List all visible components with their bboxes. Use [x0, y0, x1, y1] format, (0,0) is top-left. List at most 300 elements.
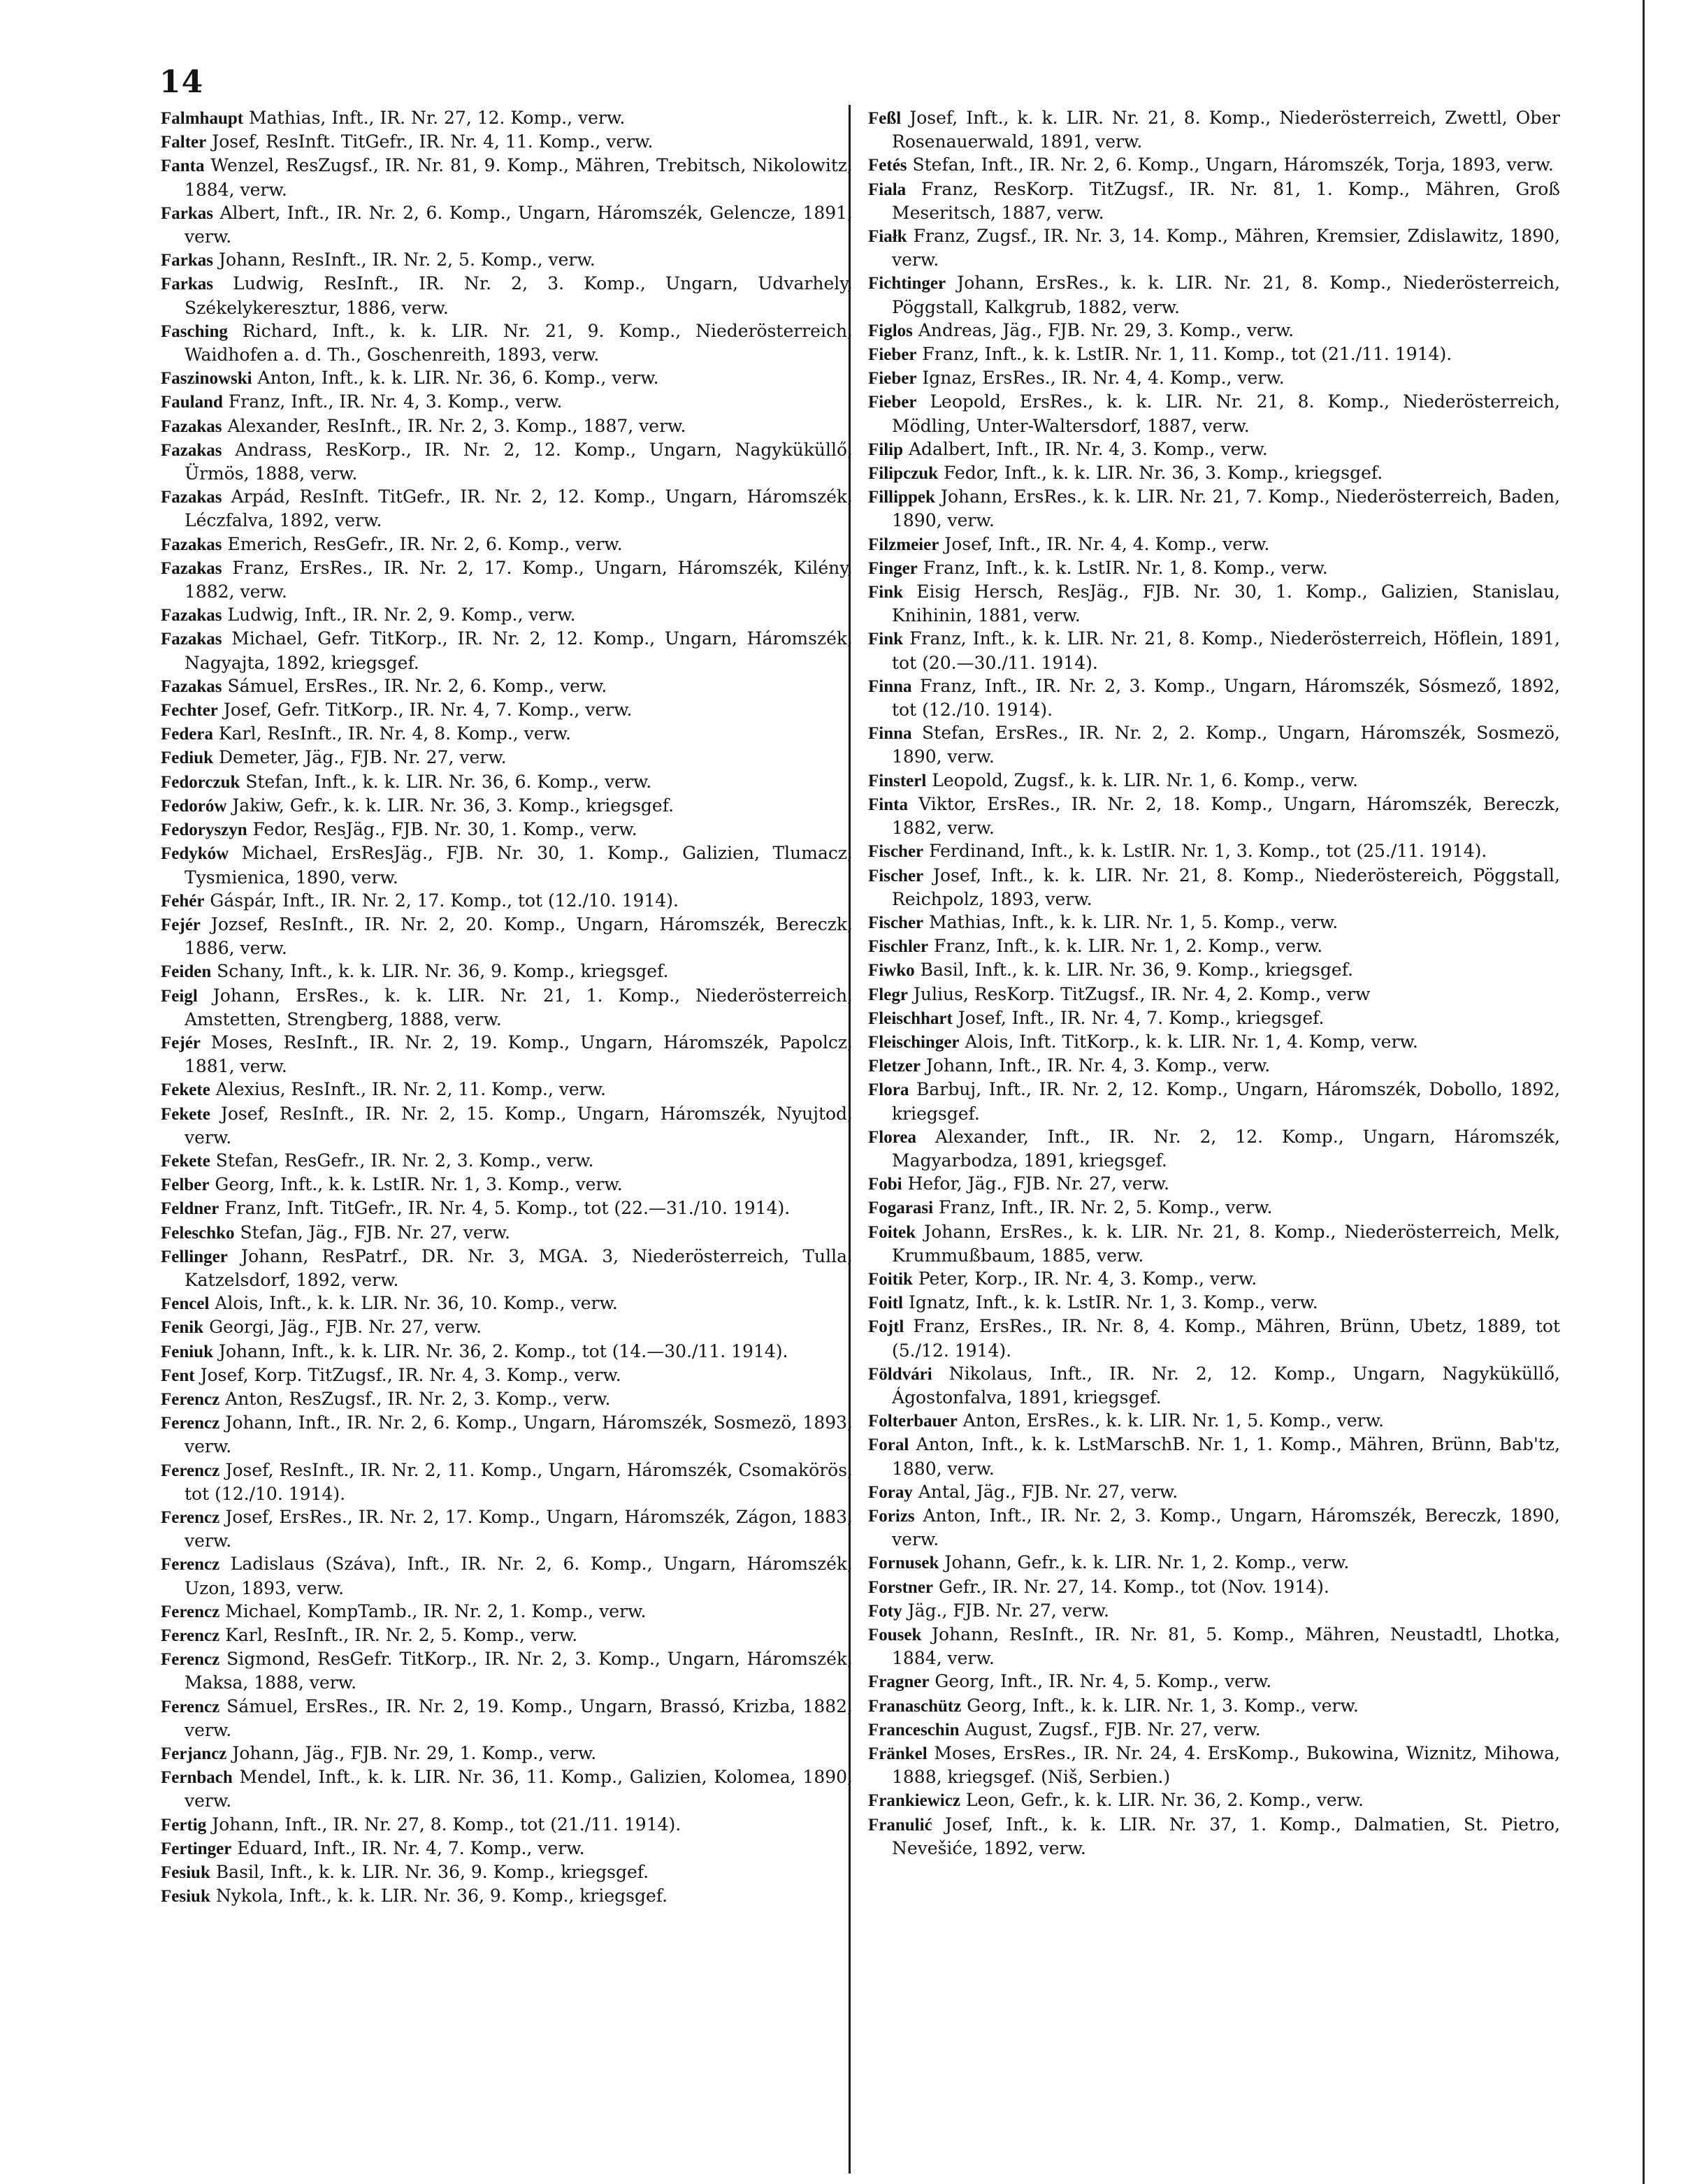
entry-surname: Forstner	[868, 1577, 934, 1597]
entry-details: Moses, ErsRes., IR. Nr. 24, 4. ErsKomp., Bukowina, Wiznitz, Mihowa, 1888, kriegsgef. (Niš, Serbien.)	[892, 1743, 1560, 1788]
entry-surname: Feigl	[161, 986, 198, 1006]
entry-surname: Foray	[868, 1482, 913, 1502]
list-item	[161, 272, 853, 319]
entry-details: Gefr., IR. Nr. 27, 14. Komp., tot (Nov. 1914).	[938, 1576, 1329, 1597]
list-item	[161, 1742, 853, 1765]
entry-surname: Fazakas	[161, 440, 222, 460]
list-item	[868, 1291, 1560, 1315]
entry-surname: Fazakas	[161, 488, 222, 507]
entry-details: Georg, Inft., IR. Nr. 4, 5. Komp., verw.	[935, 1671, 1272, 1692]
list-item	[161, 1196, 853, 1220]
entry-surname: Falter	[161, 133, 207, 152]
entry-details: Schany, Inft., k. k. LIR. Nr. 36, 9. Komp., kriegsgef.	[217, 961, 669, 982]
entry-details: Josef, ErsRes., IR. Nr. 2, 17. Komp., Ungarn, Háromszék, Zágon, 1883, verw.	[185, 1506, 853, 1552]
entry-surname: Fauland	[161, 393, 223, 412]
entry-surname: Fischer	[868, 842, 924, 862]
list-item	[868, 153, 1560, 177]
entry-surname: Fieber	[868, 393, 917, 412]
entry-details: Michael, KompTamb., IR. Nr. 2, 1. Komp., verw.	[225, 1600, 647, 1621]
entry-surname: Ferencz	[161, 1555, 220, 1575]
entry-surname: Figlos	[868, 321, 913, 340]
list-item	[868, 580, 1560, 627]
entry-details: Stefan, Inft., IR. Nr. 2, 6. Komp., Ungarn, Háromszék, Torja, 1893, verw.	[912, 154, 1554, 175]
entry-details: Julius, ResKorp. TitZugsf., IR. Nr. 4, 2. Komp., verw	[913, 983, 1371, 1004]
entry-details: Josef, ResInft., IR. Nr. 2, 15. Komp., Ungarn, Háromszék, Nyujtod, verw.	[185, 1103, 853, 1148]
entry-surname: Fejér	[161, 1033, 201, 1053]
entry-surname: Fink	[868, 583, 904, 602]
list-item	[161, 1765, 853, 1812]
list-item	[868, 533, 1560, 556]
entry-details: Anton, Inft., IR. Nr. 2, 3. Komp., Ungarn, Háromszék, Bereczk, 1890, verw.	[892, 1505, 1560, 1550]
entry-details: Franz, Inft., k. k. LIR. Nr. 1, 2. Komp., verw.	[934, 936, 1323, 957]
entry-surname: Ferencz	[161, 1507, 220, 1527]
entry-surname: Fletzer	[868, 1057, 921, 1076]
entry-details: Josef, Inft., k. k. LIR. Nr. 37, 1. Komp., Dalmatien, St. Pietro, Nevešiće, 1892, verw.	[892, 1814, 1560, 1858]
entry-details: Stefan, ResGefr., IR. Nr. 2, 3. Komp., verw.	[215, 1150, 594, 1171]
list-item	[868, 461, 1560, 485]
entry-surname: Fazakas	[161, 558, 222, 578]
entry-details: Johann, ResInft., IR. Nr. 2, 5. Komp., verw.	[218, 250, 596, 270]
entry-details: Stefan, Inft., k. k. LIR. Nr. 36, 6. Komp., verw.	[245, 771, 652, 792]
entry-surname: Feldner	[161, 1199, 219, 1219]
entry-surname: Fejér	[161, 915, 201, 934]
entry-details: Sámuel, ErsRes., IR. Nr. 2, 19. Komp., Ungarn, Brassó, Krizba, 1882, verw.	[185, 1695, 853, 1740]
entry-surname: Fenik	[161, 1318, 204, 1338]
entry-details: Johann, Gefr., k. k. LIR. Nr. 1, 2. Komp., verw.	[944, 1552, 1350, 1573]
entry-surname: Faszinowski	[161, 369, 252, 389]
entry-surname: Fobi	[868, 1175, 902, 1194]
entry-surname: Fekete	[161, 1151, 210, 1171]
entry-details: Johann, Inft., IR. Nr. 4, 3. Komp., verw.	[925, 1055, 1271, 1076]
entry-surname: Franaschütz	[868, 1696, 962, 1716]
entry-surname: Fischer	[868, 913, 924, 932]
list-item	[868, 1006, 1560, 1030]
entry-surname: Farkas	[161, 275, 213, 294]
entry-surname: Finsterl	[868, 771, 927, 790]
entry-surname: Finger	[868, 558, 918, 578]
list-item	[868, 1433, 1560, 1480]
entry-details: Franz, Inft. TitGefr., IR. Nr. 4, 5. Komp., tot (22.—31./10. 1914).	[224, 1198, 791, 1219]
entry-surname: Fischer	[868, 866, 924, 885]
list-item	[161, 1292, 853, 1315]
list-item	[868, 1694, 1560, 1718]
entry-details: Georg, Inft., k. k. LIR. Nr. 1, 3. Komp., verw.	[967, 1695, 1359, 1716]
list-item	[868, 627, 1560, 674]
entry-surname: Fedyków	[161, 844, 229, 864]
list-item	[161, 390, 853, 414]
entry-details: Arpád, ResInft. TitGefr., IR. Nr. 2, 12. Komp., Ungarn, Háromszék, Léczfalva, 1892, verw.	[185, 486, 853, 531]
list-item	[868, 1551, 1560, 1575]
entry-surname: Franceschin	[868, 1720, 960, 1740]
entry-surname: Feiden	[161, 962, 212, 982]
entry-details: Josef, Inft., k. k. LIR. Nr. 21, 8. Komp., Niederösterreich, Zwettl, Ober Rosenauerwald, 1891, verw.	[892, 108, 1560, 152]
entry-surname: Fink	[868, 630, 904, 649]
entry-details: Josef, ResInft., IR. Nr. 2, 11. Komp., Ungarn, Háromszék, Csomakörös, tot (12./10. 1914).	[185, 1459, 853, 1504]
entry-details: Sámuel, ErsRes., IR. Nr. 2, 6. Komp., verw.	[227, 675, 607, 696]
entry-surname: Fellinger	[161, 1247, 228, 1266]
list-item	[868, 864, 1560, 911]
list-item	[161, 414, 853, 438]
list-item	[868, 1480, 1560, 1504]
list-item	[161, 627, 853, 674]
list-item	[161, 984, 853, 1031]
list-item	[161, 485, 853, 532]
entry-details: Antal, Jäg., FJB. Nr. 27, verw.	[918, 1481, 1178, 1502]
entry-details: Andreas, Jäg., FJB. Nr. 29, 3. Komp., verw.	[918, 319, 1294, 340]
entry-surname: Fedorczuk	[161, 772, 240, 792]
entry-details: August, Zugsf., FJB. Nr. 27, verw.	[965, 1719, 1261, 1740]
list-item	[868, 911, 1560, 934]
entry-details: Anton, Inft., k. k. LIR. Nr. 36, 6. Komp., verw.	[257, 368, 659, 389]
entry-surname: Fesiuk	[161, 1887, 210, 1907]
entry-details: Alois, Inft., k. k. LIR. Nr. 36, 10. Komp., verw.	[215, 1293, 618, 1314]
entry-details: Basil, Inft., k. k. LIR. Nr. 36, 9. Komp., kriegsgef.	[215, 1862, 649, 1883]
entry-details: Ladislaus (Száva), Inft., IR. Nr. 2, 6. Komp., Ungarn, Háromszék, Uzon, 1893, verw.	[185, 1554, 853, 1598]
list-item	[161, 1695, 853, 1742]
entry-details: Franz, Inft., k. k. LIR. Nr. 21, 8. Komp., Niederösterreich, Höflein, 1891, tot (20.—30./11. 1914).	[892, 628, 1560, 673]
list-item	[868, 1718, 1560, 1742]
entry-surname: Foitl	[868, 1294, 903, 1313]
list-item	[161, 1031, 853, 1078]
page-number: 14	[159, 64, 204, 100]
list-item	[868, 1813, 1560, 1860]
entry-details: Mathias, Inft., IR. Nr. 27, 12. Komp., verw.	[249, 108, 626, 128]
entry-details: Anton, ErsRes., k. k. LIR. Nr. 1, 5. Komp., verw.	[962, 1410, 1384, 1431]
entry-details: Georgi, Jäg., FJB. Nr. 27, verw.	[209, 1317, 482, 1338]
list-item	[161, 746, 853, 769]
entry-surname: Fedorów	[161, 796, 227, 816]
entry-details: Johann, ErsRes., k. k. LIR. Nr. 21, 8. Komp., Niederösterreich, Pöggstall, Kalkgrub, 1882, verw.	[892, 273, 1560, 317]
list-item	[868, 271, 1560, 318]
entry-details: Leopold, Zugsf., k. k. LIR. Nr. 1, 6. Komp., verw.	[932, 769, 1358, 790]
entry-details: Albert, Inft., IR. Nr. 2, 6. Komp., Ungarn, Háromszék, Gelencze, 1891, verw.	[185, 202, 853, 247]
entry-surname: Feleschko	[161, 1223, 235, 1243]
entry-surname: Fehér	[161, 891, 205, 911]
entry-surname: Ferencz	[161, 1414, 220, 1433]
entry-surname: Flora	[868, 1080, 909, 1100]
entry-surname: Fojtl	[868, 1317, 904, 1337]
list-item	[868, 1504, 1560, 1551]
entry-surname: Fleischinger	[868, 1032, 960, 1052]
entry-details: Mathias, Inft., k. k. LIR. Nr. 1, 5. Komp., verw.	[929, 911, 1339, 932]
entry-surname: Fornusek	[868, 1554, 939, 1573]
list-item	[161, 1623, 853, 1647]
entry-details: Franz, ErsRes., IR. Nr. 2, 17. Komp., Ungarn, Háromszék, Kilény, 1882, verw.	[185, 557, 853, 602]
entry-details: Nikolaus, Inft., IR. Nr. 2, 12. Komp., Ungarn, Nagyküküllő, Ágostonfalva, 1891, kriegsgef.	[892, 1363, 1560, 1408]
list-item	[868, 342, 1560, 366]
entry-details: Michael, Gefr. TitKorp., IR. Nr. 2, 12. Komp., Ungarn, Háromszék, Nagyajta, 1892, kriegsgef.	[185, 628, 853, 673]
entry-details: Alexius, ResInft., IR. Nr. 2, 11. Komp., verw.	[215, 1079, 607, 1100]
entry-surname: Felber	[161, 1176, 210, 1195]
entry-details: Anton, Inft., k. k. LstMarschB. Nr. 1, 1. Komp., Mähren, Brünn, Bab'tz, 1880, verw.	[892, 1434, 1560, 1479]
entry-surname: Fieber	[868, 345, 917, 365]
entry-details: Johann, Inft., IR. Nr. 2, 6. Komp., Ungarn, Háromszék, Sosmezö, 1893, verw.	[185, 1412, 853, 1457]
entry-details: Nykola, Inft., k. k. LIR. Nr. 36, 9. Komp., kriegsgef.	[215, 1886, 668, 1907]
entry-surname: Fazakas	[161, 417, 222, 436]
entry-surname: Fragner	[868, 1672, 930, 1692]
list-item	[161, 1552, 853, 1599]
list-item	[868, 721, 1560, 768]
list-item	[868, 1788, 1560, 1812]
entry-surname: Fousek	[868, 1626, 922, 1644]
entry-surname: Frankiewicz	[868, 1791, 960, 1811]
list-item	[161, 201, 853, 248]
entry-surname: Foral	[868, 1435, 909, 1455]
list-item	[868, 1315, 1560, 1361]
entry-details: Stefan, ErsRes., IR. Nr. 2, 2. Komp., Ungarn, Háromszék, Sosmezö, 1890, verw.	[892, 723, 1560, 767]
entry-surname: Fazakas	[161, 630, 222, 649]
entry-details: Alexander, ResInft., IR. Nr. 2, 3. Komp., 1887, verw.	[227, 415, 686, 436]
entry-surname: Fasching	[161, 321, 228, 341]
entry-surname: Finta	[868, 795, 908, 814]
list-item	[868, 793, 1560, 839]
entry-details: Adalbert, Inft., IR. Nr. 4, 3. Komp., verw.	[908, 438, 1268, 459]
list-item	[161, 1387, 853, 1411]
entry-surname: Ferencz	[161, 1697, 220, 1716]
entry-details: Georg, Inft., k. k. LstIR. Nr. 1, 3. Komp., verw.	[215, 1174, 623, 1195]
entry-surname: Ferencz	[161, 1389, 220, 1409]
entry-surname: Fleischhart	[868, 1008, 953, 1028]
list-item	[161, 154, 853, 201]
entry-surname: Fetés	[868, 156, 907, 175]
entry-details: Franz, Inft., IR. Nr. 2, 5. Komp., verw.	[939, 1197, 1273, 1218]
list-item	[161, 106, 853, 130]
list-item	[868, 1575, 1560, 1599]
entry-details: Viktor, ErsRes., IR. Nr. 2, 18. Komp., Ungarn, Háromszék, Bereczk, 1882, verw.	[892, 793, 1561, 839]
entry-surname: Finna	[868, 677, 912, 696]
entry-details: Ferdinand, Inft., k. k. LstIR. Nr. 1, 3. Komp., tot (25./11. 1914).	[929, 841, 1487, 862]
list-item	[868, 983, 1560, 1006]
entry-details: Richard, Inft., k. k. LIR. Nr. 21, 9. Komp., Niederösterreich, Waidhofen a. d. Th., Goschenreith, 1893, verw.	[185, 320, 853, 366]
entry-details: Josef, Inft., IR. Nr. 4, 7. Komp., kriegsgef.	[958, 1007, 1325, 1028]
entry-surname: Foty	[868, 1601, 902, 1621]
list-item	[868, 178, 1560, 224]
list-item	[161, 698, 853, 722]
entry-surname: Fazakas	[161, 606, 222, 625]
entry-details: Demeter, Jäg., FJB. Nr. 27, verw.	[218, 747, 507, 768]
entry-surname: Farkas	[161, 203, 213, 223]
list-item	[868, 958, 1560, 982]
entry-details: Josef, Inft., IR. Nr. 4, 4. Komp., verw.	[944, 533, 1270, 554]
entry-details: Hefor, Jäg., FJB. Nr. 27, verw.	[907, 1173, 1169, 1194]
entry-details: Josef, Gefr. TitKorp., IR. Nr. 4, 7. Komp., verw.	[223, 700, 633, 721]
entry-surname: Ferencz	[161, 1650, 220, 1670]
list-item	[161, 1221, 853, 1245]
entry-surname: Ferencz	[161, 1461, 220, 1480]
list-item	[161, 770, 853, 794]
entry-surname: Folterbauer	[868, 1412, 958, 1431]
entry-surname: Fiałk	[868, 227, 907, 247]
list-item	[161, 1505, 853, 1552]
entry-details: Jakiw, Gefr., k. k. LIR. Nr. 36, 3. Komp., kriegsgef.	[232, 795, 675, 816]
list-item	[868, 106, 1560, 153]
list-item	[868, 1125, 1560, 1172]
list-item	[161, 1837, 853, 1860]
list-item	[161, 722, 853, 746]
list-item	[868, 1362, 1560, 1409]
entry-details: Ludwig, ResInft., IR. Nr. 2, 3. Komp., Ungarn, Udvarhely, Székelykeresztur, 1886, verw.	[185, 273, 853, 318]
list-item	[868, 1054, 1560, 1078]
list-item	[161, 1315, 853, 1339]
entry-surname: Ferencz	[161, 1602, 220, 1621]
entry-details: Moses, ResInft., IR. Nr. 2, 19. Komp., Ungarn, Háromszék, Papolcz, 1881, verw.	[185, 1032, 853, 1077]
list-item	[161, 913, 853, 960]
entry-details: Emerich, ResGefr., IR. Nr. 2, 6. Komp., verw.	[227, 533, 623, 554]
entry-details: Johann, ErsRes., k. k. LIR. Nr. 21, 8. Komp., Niederösterreich, Melk, Krummußbaum, 1885, verw.	[892, 1221, 1560, 1266]
list-item	[868, 1267, 1560, 1291]
list-item	[161, 1600, 853, 1623]
entry-details: Johann, ResPatrf., DR. Nr. 3, MGA. 3, Niederösterreich, Tulla, Katzelsdorf, 1892, verw.	[185, 1245, 853, 1290]
entry-details: Karl, ResInft., IR. Nr. 2, 5. Komp., verw.	[225, 1625, 578, 1645]
list-item	[868, 1030, 1560, 1054]
list-item	[868, 485, 1560, 532]
entry-surname: Földvári	[868, 1364, 932, 1384]
entry-surname: Farkas	[161, 251, 213, 270]
entry-details: Karl, ResInft., IR. Nr. 4, 8. Komp., verw.	[218, 723, 571, 744]
entry-details: Franz, ResKorp. TitZugsf., IR. Nr. 81, 1. Komp., Mähren, Groß Meseritsch, 1887, verw.	[892, 178, 1560, 223]
entry-surname: Finna	[868, 724, 912, 744]
list-item	[161, 1340, 853, 1364]
entry-surname: Fernbach	[161, 1768, 233, 1788]
entry-details: Alois, Inft. TitKorp., k. k. LIR. Nr. 1, 4. Komp, verw.	[965, 1031, 1418, 1052]
entry-surname: Filip	[868, 440, 904, 459]
list-item	[161, 319, 853, 366]
entry-surname: Fazakas	[161, 535, 222, 554]
entry-surname: Fertig	[161, 1815, 207, 1835]
entry-surname: Filzmeier	[868, 535, 939, 554]
entry-details: Ludwig, Inft., IR. Nr. 2, 9. Komp., verw.	[227, 605, 576, 625]
list-item	[161, 1860, 853, 1884]
entry-surname: Feniuk	[161, 1342, 214, 1361]
entry-details: Franz, Inft., k. k. LstIR. Nr. 1, 11. Komp., tot (21./11. 1914).	[922, 344, 1452, 365]
entry-surname: Flegr	[868, 985, 908, 1004]
list-item	[868, 1196, 1560, 1220]
entry-surname: Fencel	[161, 1294, 210, 1314]
entry-details: Josef, Korp. TitZugsf., IR. Nr. 4, 3. Komp., verw.	[200, 1364, 621, 1385]
entry-details: Ignaz, ErsRes., IR. Nr. 4, 4. Komp., verw.	[922, 368, 1285, 389]
list-item	[868, 556, 1560, 580]
entry-surname: Fechter	[161, 701, 218, 721]
list-item	[161, 1173, 853, 1196]
list-item	[868, 1670, 1560, 1693]
entry-details: Jäg., FJB. Nr. 27, verw.	[907, 1600, 1109, 1621]
list-item	[868, 1623, 1560, 1670]
entry-surname: Fiwko	[868, 961, 915, 981]
entry-details: Johann, Inft., k. k. LIR. Nr. 36, 2. Komp., tot (14.—30./11. 1914).	[218, 1340, 788, 1361]
entry-surname: Fichtinger	[868, 274, 946, 294]
list-item	[868, 366, 1560, 390]
list-item	[161, 533, 853, 556]
list-item	[161, 1813, 853, 1837]
entry-surname: Fent	[161, 1366, 195, 1385]
entry-details: Eisig Hersch, ResJäg., FJB. Nr. 30, 1. Komp., Galizien, Stanislau, Knihinin, 1881, verw.	[892, 581, 1561, 626]
list-item	[161, 248, 853, 272]
list-item	[161, 889, 853, 913]
left-column	[161, 106, 853, 1908]
entry-details: Franz, Zugsf., IR. Nr. 3, 14. Komp., Mähren, Kremsier, Zdislawitz, 1890, verw.	[892, 226, 1560, 270]
list-item	[868, 1172, 1560, 1196]
entry-details: Franz, Inft., IR. Nr. 2, 3. Komp., Ungarn, Háromszék, Sósmező, 1892, tot (12./10. 1914).	[892, 675, 1560, 721]
list-item	[161, 366, 853, 390]
list-item	[161, 1245, 853, 1292]
entry-surname: Franulić	[868, 1815, 932, 1835]
list-item	[161, 130, 853, 154]
list-item	[868, 769, 1560, 793]
entry-details: Wenzel, ResZugsf., IR. Nr. 81, 9. Komp., Mähren, Trebitsch, Nikolowitz, 1884, verw.	[185, 155, 853, 200]
entry-surname: Fischler	[868, 937, 929, 957]
entry-surname: Feßl	[868, 109, 902, 128]
entry-surname: Fediuk	[161, 749, 214, 768]
entry-surname: Filipczuk	[868, 464, 939, 484]
list-item	[868, 1078, 1560, 1124]
entry-details: Franz, Inft., k. k. LstIR. Nr. 1, 8. Komp., verw.	[923, 557, 1328, 578]
entry-details: Gáspár, Inft., IR. Nr. 2, 17. Komp., tot (12./10. 1914).	[210, 890, 679, 911]
entry-surname: Fränkel	[868, 1744, 928, 1764]
entry-details: Johann, ResInft., IR. Nr. 81, 5. Komp., Mähren, Neustadtl, Lhotka, 1884, verw.	[892, 1624, 1560, 1669]
entry-details: Franz, Inft., IR. Nr. 4, 3. Komp., verw.	[228, 391, 563, 412]
list-item	[161, 438, 853, 485]
entry-details: Stefan, Jäg., FJB. Nr. 27, verw.	[240, 1222, 510, 1243]
list-item	[868, 1599, 1560, 1623]
entry-surname: Fanta	[161, 157, 205, 176]
list-item	[161, 1459, 853, 1505]
list-item	[868, 224, 1560, 271]
list-item	[868, 674, 1560, 721]
page-edge-line	[1643, 0, 1645, 2184]
list-item	[161, 556, 853, 603]
list-item	[868, 437, 1560, 461]
entry-surname: Fertinger	[161, 1839, 232, 1858]
list-item	[868, 319, 1560, 342]
list-item	[868, 934, 1560, 958]
entry-surname: Forizs	[868, 1506, 915, 1526]
entry-surname: Fekete	[161, 1104, 210, 1124]
entry-surname: Florea	[868, 1127, 916, 1147]
entry-details: Johann, Inft., IR. Nr. 27, 8. Komp., tot (21./11. 1914).	[212, 1814, 681, 1835]
list-item	[161, 674, 853, 698]
entry-surname: Falmhaupt	[161, 109, 244, 128]
entry-details: Eduard, Inft., IR. Nr. 4, 7. Komp., verw.	[237, 1837, 585, 1858]
entry-details: Anton, ResZugsf., IR. Nr. 2, 3. Komp., verw.	[225, 1388, 611, 1409]
list-item	[161, 1364, 853, 1387]
entry-surname: Federa	[161, 725, 213, 744]
entry-details: Basil, Inft., k. k. LIR. Nr. 36, 9. Komp., kriegsgef.	[920, 960, 1353, 981]
list-item	[161, 960, 853, 983]
list-item	[868, 1220, 1560, 1267]
entry-surname: Fieber	[868, 369, 917, 389]
entry-surname: Fesiuk	[161, 1863, 210, 1883]
list-item	[868, 390, 1560, 437]
entry-details: Josef, Inft., k. k. LIR. Nr. 21, 8. Komp., Niederöstereich, Pöggstall, Reichpolz, 1893, verw.	[892, 865, 1560, 909]
entry-surname: Fogarasi	[868, 1199, 934, 1218]
list-item	[868, 839, 1560, 863]
entry-details: Johann, Jäg., FJB. Nr. 29, 1. Komp., verw.	[232, 1743, 597, 1764]
entry-surname: Fekete	[161, 1080, 210, 1100]
entry-details: Mendel, Inft., k. k. LIR. Nr. 36, 11. Komp., Galizien, Kolomea, 1890, verw.	[185, 1767, 853, 1811]
list-item	[161, 1102, 853, 1149]
entry-details: Leon, Gefr., k. k. LIR. Nr. 36, 2. Komp., verw.	[965, 1790, 1364, 1811]
entry-surname: Foitek	[868, 1222, 916, 1242]
entry-surname: Ferencz	[161, 1626, 220, 1645]
entry-details: Sigmond, ResGefr. TitKorp., IR. Nr. 2, 3. Komp., Ungarn, Háromszék, Maksa, 1888, verw.	[185, 1649, 853, 1693]
list-item	[161, 818, 853, 841]
entry-details: Fedor, Inft., k. k. LIR. Nr. 36, 3. Komp., kriegsgef.	[943, 463, 1383, 484]
list-item	[161, 1647, 853, 1694]
entry-surname: Fedoryszyn	[161, 820, 247, 840]
list-item	[868, 1742, 1560, 1788]
entry-details: Peter, Korp., IR. Nr. 4, 3. Komp., verw.	[918, 1268, 1257, 1289]
list-item	[161, 1884, 853, 1908]
